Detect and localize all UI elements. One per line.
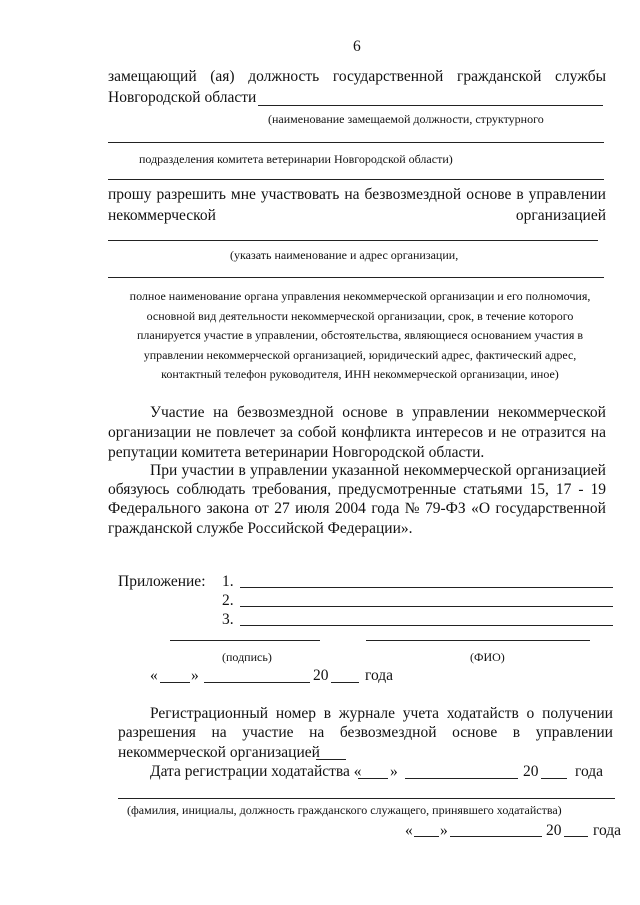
word: требования, xyxy=(252,481,332,498)
position-caption-1: (наименование замещаемой должности, структурного xyxy=(268,112,544,126)
word: безвозмездной xyxy=(339,724,437,741)
word: безвозмездной xyxy=(236,404,334,421)
word: на xyxy=(213,404,229,421)
fio-caption: (ФИО) xyxy=(470,650,505,664)
date-year-prefix: 20 xyxy=(313,667,329,684)
word: управлении xyxy=(528,186,606,203)
word: участии xyxy=(181,462,235,479)
word: организацией xyxy=(515,462,606,479)
attachment-label: Приложение: xyxy=(118,573,206,590)
page-number: 6 xyxy=(353,38,361,55)
word: участвовать xyxy=(260,186,340,203)
word: собой xyxy=(297,424,337,441)
final-date-month-line xyxy=(450,836,542,837)
word: Регистрационный xyxy=(150,705,269,722)
word: предусмотренные xyxy=(338,481,457,498)
intro-line-2: Новгородской области xyxy=(108,89,257,106)
word: июля xyxy=(295,500,330,517)
word: некоммерческой xyxy=(108,207,216,224)
word: отразится xyxy=(521,424,586,441)
word: 17 xyxy=(555,481,572,498)
word: на xyxy=(211,724,227,741)
registration-line-3: некоммерческой организацией xyxy=(118,744,320,761)
attachment-item-1-number: 1. xyxy=(222,573,234,590)
registration-line-1 xyxy=(150,705,613,723)
org-blank-line-2 xyxy=(108,277,604,278)
signature-line xyxy=(170,640,320,641)
word: государственной xyxy=(495,500,606,517)
position-caption-2: подразделения комитета ветеринарии Новгородской области) xyxy=(139,152,453,166)
position-blank-line xyxy=(258,105,603,106)
org-caption-line: полное наименование органа управления некоммерческой организации и его полномочия, xyxy=(129,289,591,303)
attachment-item-2-line xyxy=(240,606,613,607)
request-line-2 xyxy=(108,207,606,225)
paragraph2-line-2 xyxy=(108,481,606,499)
final-date-year-word: года xyxy=(593,822,622,839)
registration-line-2 xyxy=(118,724,613,742)
word: статьями xyxy=(463,481,523,498)
word: организацией xyxy=(515,207,606,224)
word: в xyxy=(516,186,524,203)
final-date-year-prefix: 20 xyxy=(546,822,562,839)
word: разрешить xyxy=(156,186,226,203)
word: на xyxy=(344,186,360,203)
word: 27 xyxy=(274,500,290,517)
registration-day-line xyxy=(358,778,388,779)
final-date-close-quote: » xyxy=(440,822,448,839)
word: в xyxy=(512,724,521,741)
word: участие xyxy=(242,724,294,741)
word: 79-ФЗ xyxy=(424,500,466,517)
word: учета xyxy=(402,705,440,722)
word: - xyxy=(578,481,584,498)
attachment-item-3-line xyxy=(240,625,613,626)
word: При xyxy=(150,462,178,479)
word: 2004 xyxy=(334,500,366,517)
paragraph1-line-2 xyxy=(108,424,606,442)
registration-month-line xyxy=(405,778,518,779)
word: прошу xyxy=(108,186,152,203)
word: должность xyxy=(248,68,320,85)
word: 19 xyxy=(590,481,606,498)
position-blank-line-3 xyxy=(108,179,604,180)
position-blank-line-2 xyxy=(108,142,604,143)
org-caption-line: контактный телефон руководителя, ИНН некоммерческой организации, иное) xyxy=(161,367,559,381)
word: конфликта xyxy=(341,424,412,441)
word: Федерального xyxy=(108,500,202,517)
word: от xyxy=(254,500,269,517)
word: 15, xyxy=(529,481,549,498)
word: некоммерческой xyxy=(403,462,512,479)
word: гражданской xyxy=(456,68,542,85)
registration-date-label: Дата регистрации ходатайства « xyxy=(150,763,362,780)
receiver-caption: (фамилия, инициалы, должность гражданского служащего, принявшего ходатайства) xyxy=(127,803,562,817)
date-open-quote: « xyxy=(150,667,158,684)
word: в xyxy=(323,705,332,722)
word: на xyxy=(309,724,325,741)
date-close-quote: » xyxy=(191,667,199,684)
intro-line-1 xyxy=(108,68,606,86)
word: управлении xyxy=(412,404,490,421)
word: в xyxy=(238,462,246,479)
word: основе xyxy=(342,404,388,421)
date-month-line xyxy=(204,682,310,683)
attachment-item-1-line xyxy=(240,587,613,588)
word: получении xyxy=(542,705,613,722)
word: соблюдать xyxy=(176,481,246,498)
word: управлении xyxy=(250,462,328,479)
receiver-line xyxy=(118,798,615,799)
date-year-line xyxy=(331,682,359,683)
word: ходатайств xyxy=(446,705,519,722)
org-caption-line: планируется участие в управлении, обстоятельства, являющиеся основанием участия в xyxy=(136,328,584,342)
word: «О xyxy=(471,500,491,517)
word: основе xyxy=(466,186,512,203)
word: разрешения xyxy=(118,724,196,741)
word: № xyxy=(404,500,420,517)
word: на xyxy=(590,424,606,441)
word: и xyxy=(488,424,497,441)
paragraph1-line-3: репутации комитета ветеринарии Новгородской области. xyxy=(108,444,485,461)
word: службы xyxy=(555,68,606,85)
word: некоммерческой xyxy=(498,404,606,421)
registration-number-line xyxy=(316,759,346,760)
word: основе xyxy=(452,724,498,741)
paragraph1-line-1 xyxy=(150,404,606,422)
word: управлении xyxy=(535,724,613,741)
signature-caption: (подпись) xyxy=(222,650,272,664)
word: (ая) xyxy=(210,68,235,85)
fio-line xyxy=(366,640,590,641)
request-line-1 xyxy=(108,186,606,204)
attachment-item-2-number: 2. xyxy=(222,592,234,609)
registration-year-word: года xyxy=(575,763,604,780)
date-day-line xyxy=(160,682,190,683)
registration-year-line xyxy=(541,778,567,779)
org-caption-block xyxy=(100,287,620,385)
word: указанной xyxy=(331,462,400,479)
word: не xyxy=(196,424,212,441)
final-date-year-line xyxy=(564,836,588,837)
paragraph2-line-4: гражданской службе Российской Федерации». xyxy=(108,520,413,537)
paragraph2-line-3 xyxy=(108,500,606,518)
final-date-day-line xyxy=(414,836,439,837)
word: безвозмездной xyxy=(364,186,462,203)
word: года xyxy=(371,500,400,517)
word: Участие xyxy=(150,404,205,421)
paragraph2-line-1 xyxy=(150,462,606,480)
word: номер xyxy=(275,705,317,722)
attachment-item-3-number: 3. xyxy=(222,611,234,628)
org-caption-1: (указать наименование и адрес организации, xyxy=(230,248,459,262)
org-blank-line-1 xyxy=(108,240,598,241)
word: организации xyxy=(108,424,192,441)
final-date-open-quote: « xyxy=(405,822,413,839)
word: повлечет xyxy=(216,424,276,441)
registration-year-prefix: 20 xyxy=(523,763,539,780)
word: журнале xyxy=(338,705,396,722)
date-year-word: года xyxy=(365,667,394,684)
word: государственной xyxy=(332,68,444,85)
org-caption-line: управлении некоммерческой организацией, юридический адрес, фактический адрес, xyxy=(143,347,577,362)
word: закона xyxy=(206,500,250,517)
registration-date-close: » xyxy=(390,763,398,780)
org-caption-line: основной вид деятельности некоммерческой организации, срок, в течение которого xyxy=(146,308,574,323)
word: за xyxy=(279,424,293,441)
word: интересов xyxy=(415,424,484,441)
word: замещающий xyxy=(108,68,197,85)
word: не xyxy=(501,424,517,441)
word: о xyxy=(526,705,535,722)
word: мне xyxy=(230,186,256,203)
word: в xyxy=(396,404,404,421)
word: обязуюсь xyxy=(108,481,170,498)
